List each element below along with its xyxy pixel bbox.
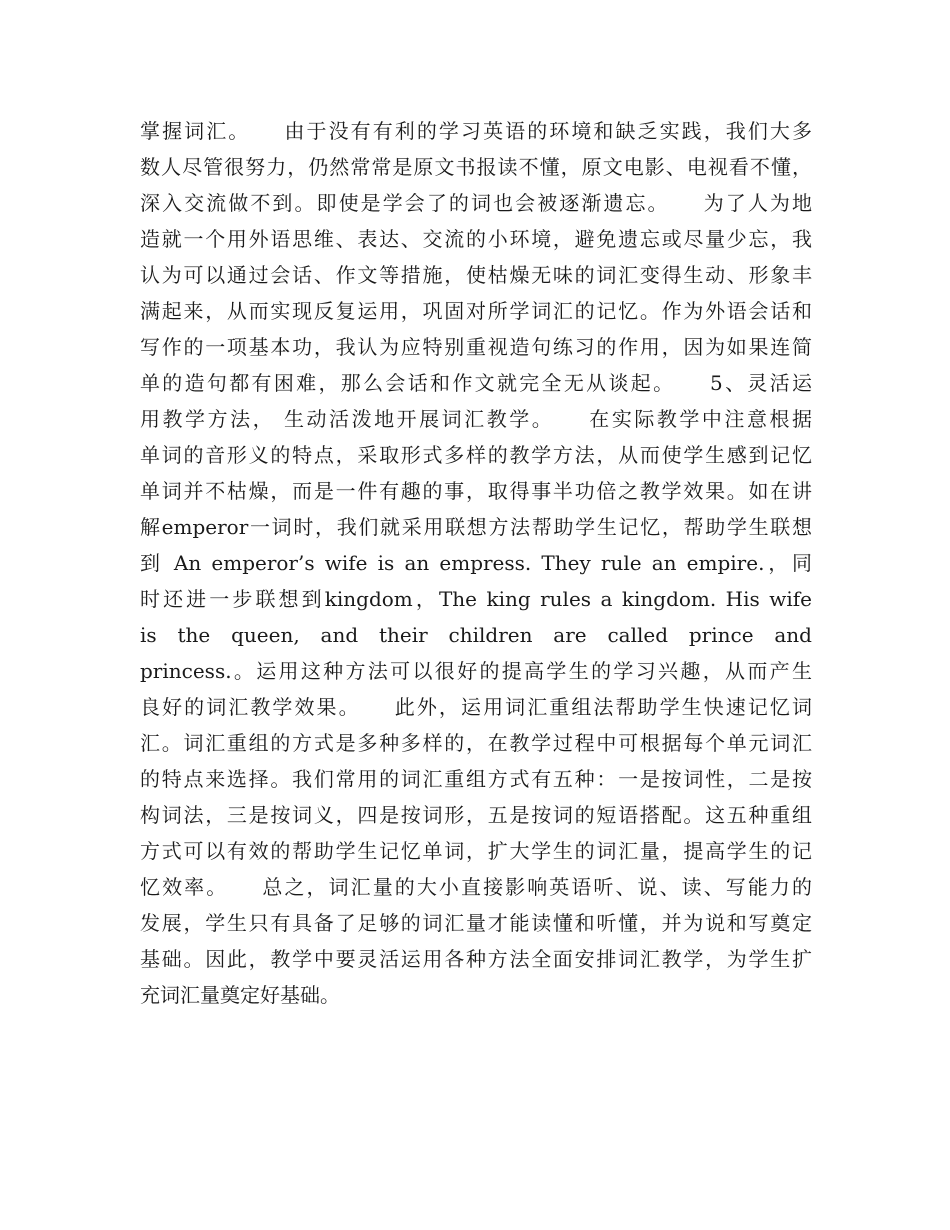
text-line: 到 An emperor’s wife is an empress. They rule an empire.，同 xyxy=(140,551,812,575)
text-line: 方式可以有效的帮助学生记忆单词，扩大学生的词汇量，提高学生的记 xyxy=(140,839,812,863)
text-line: 构词法，三是按词义，四是按词形，五是按词的短语搭配。这五种重组 xyxy=(140,803,812,827)
text-line: 发展，学生只有具备了足够的词汇量才能读懂和听懂，并为说和写奠定 xyxy=(140,911,812,935)
text-line: 数人尽管很努力，仍然常常是原文书报读不懂，原文电影、电视看不懂， xyxy=(140,155,812,179)
text-line: 单词并不枯燥，而是一件有趣的事，取得事半功倍之教学效果。如在讲 xyxy=(140,479,812,503)
text-line: 造就一个用外语思维、表达、交流的小环境，避免遗忘或尽量少忘，我 xyxy=(140,227,812,251)
text-line: 忆效率。 总之，词汇量的大小直接影响英语听、说、读、写能力的 xyxy=(140,875,812,899)
text-line: 单的造句都有困难，那么会话和作文就完全无从谈起。 5、灵活运 xyxy=(140,371,812,395)
body-paragraph xyxy=(140,113,812,1013)
text-line-last: 充词汇量奠定好基础。 xyxy=(140,983,340,1007)
text-line: 单词的音形义的特点，采取形式多样的教学方法，从而使学生感到记忆 xyxy=(140,443,812,467)
text-line: 认为可以通过会话、作文等措施，使枯燥无味的词汇变得生动、形象丰 xyxy=(140,263,812,287)
text-line: 解emperor一词时，我们就采用联想方法帮助学生记忆，帮助学生联想 xyxy=(140,515,812,539)
text-line: 汇。词汇重组的方式是多种多样的，在教学过程中可根据每个单元词汇 xyxy=(140,731,812,755)
text-line: is the queen, and their children are called prince and xyxy=(140,623,812,647)
text-line: 掌握词汇。 由于没有有利的学习英语的环境和缺乏实践，我们大多 xyxy=(140,119,812,143)
text-line: 时还进一步联想到kingdom，The king rules a kingdom. His wife xyxy=(140,587,812,611)
text-line: 良好的词汇教学效果。 此外，运用词汇重组法帮助学生快速记忆词 xyxy=(140,695,812,719)
text-line: 满起来，从而实现反复运用，巩固对所学词汇的记忆。作为外语会话和 xyxy=(140,299,812,323)
text-line: 写作的一项基本功，我认为应特别重视造句练习的作用，因为如果连简 xyxy=(140,335,812,359)
text-line: princess.。运用这种方法可以很好的提高学生的学习兴趣，从而产生 xyxy=(140,659,812,683)
text-line: 的特点来选择。我们常用的词汇重组方式有五种：一是按词性，二是按 xyxy=(140,767,812,791)
text-line: 深入交流做不到。即使是学会了的词也会被逐渐遗忘。 为了人为地 xyxy=(140,191,812,215)
text-line: 基础。因此，教学中要灵活运用各种方法全面安排词汇教学，为学生扩 xyxy=(140,947,812,971)
text-line: 用教学方法， 生动活泼地开展词汇教学。 在实际教学中注意根据 xyxy=(140,407,812,431)
